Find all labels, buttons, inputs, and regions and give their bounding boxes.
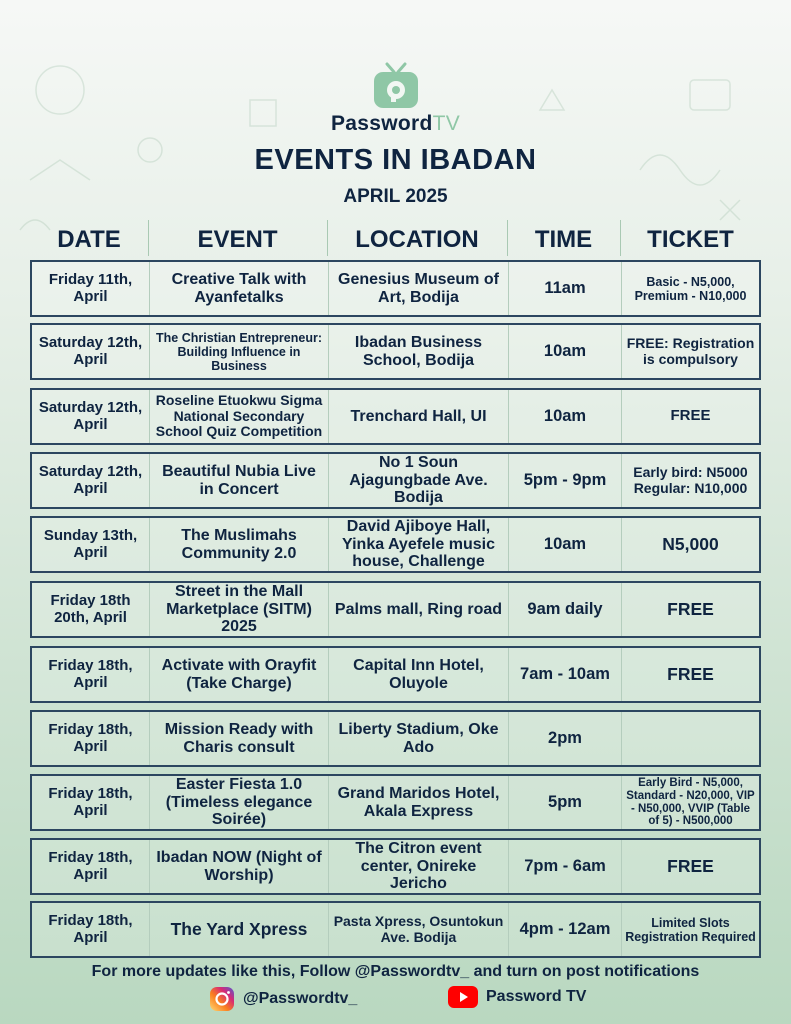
- event-date: Friday 18th, April: [32, 903, 150, 956]
- event-ticket: Basic - N5,000, Premium - N10,000: [634, 274, 747, 303]
- event-location: Trenchard Hall, UI: [329, 390, 509, 443]
- event-location: Palms mall, Ring road: [329, 583, 509, 636]
- table-row: [30, 581, 761, 638]
- event-ticket: FREE: [667, 855, 714, 876]
- event-time: 2pm: [509, 712, 622, 765]
- table-row: [30, 452, 761, 509]
- page-subtitle: APRIL 2025: [343, 186, 448, 207]
- table-row: [30, 838, 761, 895]
- event-date: Sunday 13th, April: [32, 518, 150, 571]
- event-name: The Muslimahs Community 2.0: [150, 518, 329, 571]
- event-ticket: Limited Slots Registration Required: [625, 915, 756, 944]
- event-time: 5pm - 9pm: [509, 454, 622, 507]
- youtube-channel: Password TV: [486, 988, 587, 1005]
- event-time: 7pm - 6am: [509, 840, 622, 893]
- event-name: Mission Ready with Charis consult: [150, 712, 329, 765]
- table-row: [30, 323, 761, 380]
- event-date: Friday 18th, April: [32, 648, 150, 701]
- event-name: Street in the Mall Marketplace (SITM) 2025: [150, 583, 329, 636]
- event-location: Ibadan Business School, Bodija: [329, 325, 509, 378]
- event-time: 11am: [509, 262, 622, 315]
- event-ticket: FREE: [670, 407, 711, 425]
- brand-logo: [0, 60, 791, 136]
- page-title: EVENTS IN IBADAN: [254, 144, 537, 176]
- footer-follow-text: For more updates like this, Follow @Passwordtv_ and turn on post notifications: [91, 963, 700, 980]
- event-name: Beautiful Nubia Live in Concert: [150, 454, 329, 507]
- table-row: [30, 388, 761, 445]
- header-date: DATE: [57, 226, 121, 253]
- event-location: No 1 Soun Ajagungbade Ave. Bodija: [329, 454, 509, 507]
- event-location: The Citron event center, Onireke Jericho: [329, 840, 509, 893]
- table-header: [0, 224, 791, 256]
- event-location: Genesius Museum of Art, Bodija: [329, 262, 509, 315]
- event-time: 10am: [509, 390, 622, 443]
- event-ticket: Early Bird - N5,000, Standard - N20,000, VIP - N50,000, VVIP (Table of 5) - N500,000: [626, 776, 755, 828]
- table-row: [30, 901, 761, 958]
- event-location: Grand Maridos Hotel, Akala Express: [329, 776, 509, 829]
- table-row: [30, 774, 761, 831]
- event-ticket: FREE: Registration is compulsory: [626, 334, 755, 367]
- table-row: [30, 710, 761, 767]
- brand-name: PasswordTV: [330, 112, 461, 135]
- event-ticket: Early bird: N5000 Regular: N10,000: [633, 463, 748, 496]
- instagram-link[interactable]: [209, 986, 357, 1012]
- event-ticket: N5,000: [662, 533, 719, 554]
- event-date: Friday 18th, April: [32, 840, 150, 893]
- instagram-icon: [209, 986, 235, 1012]
- youtube-icon: [448, 986, 478, 1008]
- table-row: [30, 646, 761, 703]
- event-time: 5pm: [509, 776, 622, 829]
- event-time: 7am - 10am: [509, 648, 622, 701]
- event-date: Friday 11th, April: [32, 262, 150, 315]
- header-time: TIME: [534, 226, 593, 253]
- event-date: Friday 18th, April: [32, 712, 150, 765]
- event-time: 10am: [509, 518, 622, 571]
- event-location: Liberty Stadium, Oke Ado: [329, 712, 509, 765]
- event-time: 4pm - 12am: [509, 903, 622, 956]
- event-name: The Christian Entrepreneur: Building Influence in Business: [150, 325, 329, 378]
- event-date: Saturday 12th, April: [32, 390, 150, 443]
- event-name: Easter Fiesta 1.0 (Timeless elegance Soirée): [150, 776, 329, 829]
- event-ticket: FREE: [667, 663, 714, 684]
- event-date: Friday 18th 20th, April: [32, 583, 150, 636]
- event-date: Saturday 12th, April: [32, 325, 150, 378]
- event-name: Activate with Orayfit (Take Charge): [150, 648, 329, 701]
- event-ticket: [622, 712, 759, 765]
- event-name: Ibadan NOW (Night of Worship): [150, 840, 329, 893]
- table-row: [30, 516, 761, 573]
- event-time: 10am: [509, 325, 622, 378]
- event-date: Saturday 12th, April: [32, 454, 150, 507]
- youtube-link[interactable]: [448, 986, 586, 1008]
- event-name: The Yard Xpress: [150, 903, 329, 956]
- header-event: EVENT: [197, 226, 278, 253]
- event-location: Pasta Xpress, Osuntokun Ave. Bodija: [329, 903, 509, 956]
- table-row: [30, 260, 761, 317]
- event-ticket: FREE: [667, 598, 714, 619]
- event-date: Friday 18th, April: [32, 776, 150, 829]
- header-ticket: TICKET: [647, 226, 734, 253]
- tv-logo-icon: [372, 60, 420, 110]
- event-time: 9am daily: [509, 583, 622, 636]
- event-name: Roseline Etuokwu Sigma National Secondary School Quiz Competition: [150, 390, 329, 443]
- event-location: Capital Inn Hotel, Oluyole: [329, 648, 509, 701]
- instagram-handle: @Passwordtv_: [243, 990, 358, 1007]
- header-location: LOCATION: [355, 226, 479, 253]
- social-links: [0, 986, 791, 1014]
- event-name: Creative Talk with Ayanfetalks: [150, 262, 329, 315]
- event-location: David Ajiboye Hall, Yinka Ayefele music house, Challenge: [329, 518, 509, 571]
